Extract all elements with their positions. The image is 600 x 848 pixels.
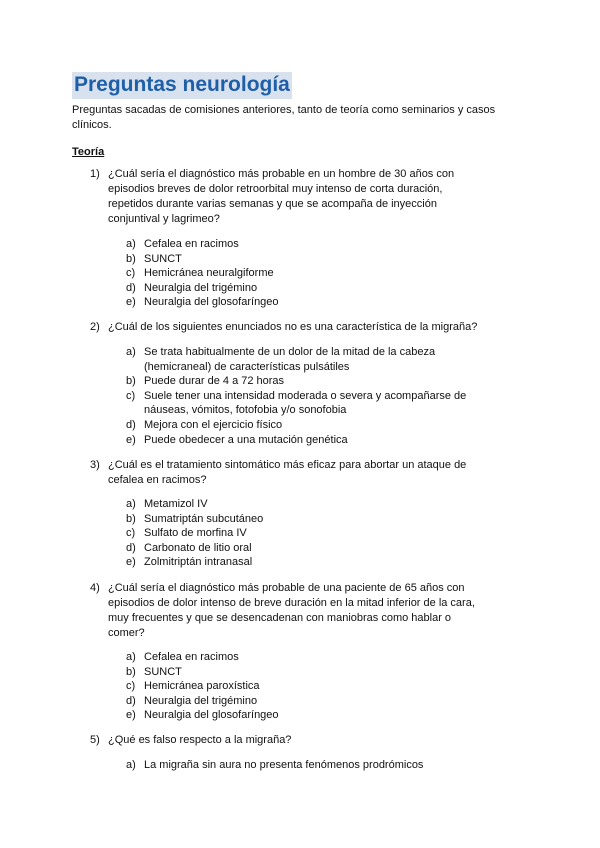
option-letter: c) — [126, 389, 136, 402]
option-item — [126, 708, 476, 723]
question-text: ¿Cuál sería el diagnóstico más probable en un hombre de 30 años con episodios breves de dolor retroorbital muy intenso de corta duración, repetidos durante varias semanas y que se acompaña de inyección conjuntival y lagrimeo? — [108, 168, 455, 225]
option-item — [126, 433, 476, 448]
question-2 — [90, 320, 490, 335]
option-text: Neuralgia del glosofaríngeo — [144, 709, 279, 722]
question-number: 2) — [90, 321, 100, 333]
question-3 — [90, 458, 490, 488]
option-item — [126, 497, 476, 512]
option-letter: c) — [126, 680, 136, 693]
option-item — [126, 345, 476, 374]
option-item — [126, 281, 476, 296]
question-text: ¿Cuál es el tratamiento sintomático más eficaz para abortar un ataque de cefalea en racimos? — [108, 459, 467, 486]
option-text: Neuralgia del glosofaríngeo — [144, 296, 279, 309]
question-number: 1) — [90, 168, 100, 180]
question-1 — [90, 167, 490, 227]
option-text: Carbonato de litio oral — [144, 541, 252, 554]
question-1-options — [126, 237, 476, 310]
option-item — [126, 512, 476, 527]
option-text: Neuralgia del trigémino — [144, 694, 258, 707]
option-text: Cefalea en racimos — [144, 238, 239, 250]
option-item — [126, 758, 476, 773]
option-letter: a) — [126, 238, 136, 250]
intro-paragraph: Preguntas sacadas de comisiones anteriores, tanto de teoría como seminarios y casos clínicos. — [72, 104, 496, 131]
option-letter: e) — [126, 433, 136, 446]
option-letter: a) — [126, 651, 136, 663]
question-text: ¿Cuál de los siguientes enunciados no es una característica de la migraña? — [108, 321, 478, 333]
page-title: Preguntas neurología — [72, 72, 292, 99]
option-letter: d) — [126, 694, 136, 707]
option-text: Zolmitriptán intranasal — [144, 556, 253, 569]
option-letter: e) — [126, 556, 136, 569]
question-4-options — [126, 650, 476, 723]
option-text: Cefalea en racimos — [144, 651, 239, 663]
option-text: Se trata habitualmente de un dolor de la mitad de la cabeza (hemicraneal) de características pulsátiles — [144, 346, 436, 373]
option-item — [126, 252, 476, 267]
option-letter: b) — [126, 375, 136, 388]
option-text: SUNCT — [144, 252, 182, 265]
option-letter: b) — [126, 512, 136, 525]
option-item — [126, 418, 476, 433]
question-3-options — [126, 497, 476, 570]
section-heading: Teoría — [72, 146, 105, 158]
option-text: Metamizol IV — [144, 498, 208, 510]
option-letter: c) — [126, 267, 136, 280]
option-text: Puede obedecer a una mutación genética — [144, 433, 348, 446]
option-item — [126, 526, 476, 541]
option-text: Puede durar de 4 a 72 horas — [144, 375, 285, 388]
option-item — [126, 665, 476, 680]
question-number: 3) — [90, 459, 100, 471]
option-text: Hemicránea neuralgiforme — [144, 267, 274, 280]
option-item — [126, 266, 476, 281]
option-text: La migraña sin aura no presenta fenómenos prodrómicos — [144, 759, 424, 771]
option-item — [126, 389, 476, 418]
option-item — [126, 650, 476, 665]
option-letter: d) — [126, 281, 136, 294]
option-item — [126, 555, 476, 570]
question-5 — [90, 733, 490, 748]
option-letter: a) — [126, 498, 136, 510]
option-text: Mejora con el ejercicio físico — [144, 418, 283, 431]
option-text: Hemicránea paroxística — [144, 680, 260, 693]
option-letter: c) — [126, 527, 136, 540]
option-letter: a) — [126, 346, 136, 358]
question-2-options — [126, 345, 476, 447]
option-letter: e) — [126, 709, 136, 722]
option-letter: e) — [126, 296, 136, 309]
option-letter: a) — [126, 759, 136, 771]
option-item — [126, 694, 476, 709]
option-letter: b) — [126, 252, 136, 265]
option-letter: b) — [126, 665, 136, 678]
option-letter: d) — [126, 541, 136, 554]
question-number: 4) — [90, 582, 100, 594]
option-text: SUNCT — [144, 665, 182, 678]
option-text: Suele tener una intensidad moderada o severa y acompañarse de náuseas, vómitos, fotofobia y/o sonofobia — [144, 389, 467, 417]
option-item — [126, 295, 476, 310]
option-letter: d) — [126, 418, 136, 431]
option-item — [126, 374, 476, 389]
question-text: ¿Qué es falso respecto a la migraña? — [108, 734, 292, 746]
question-number: 5) — [90, 734, 100, 746]
option-text: Neuralgia del trigémino — [144, 281, 258, 294]
question-4 — [90, 581, 490, 641]
option-item — [126, 541, 476, 556]
option-item — [126, 679, 476, 694]
option-text: Sulfato de morfina IV — [144, 527, 247, 540]
option-item — [126, 237, 476, 252]
option-text: Sumatriptán subcutáneo — [144, 512, 264, 525]
question-text: ¿Cuál sería el diagnóstico más probable de una paciente de 65 años con episodios de dolor intenso de breve duración en la mitad inferior de la cara, muy frecuentes y que se desencadenan con maniobras como hablar o comer? — [108, 582, 475, 639]
question-5-options — [126, 758, 476, 773]
